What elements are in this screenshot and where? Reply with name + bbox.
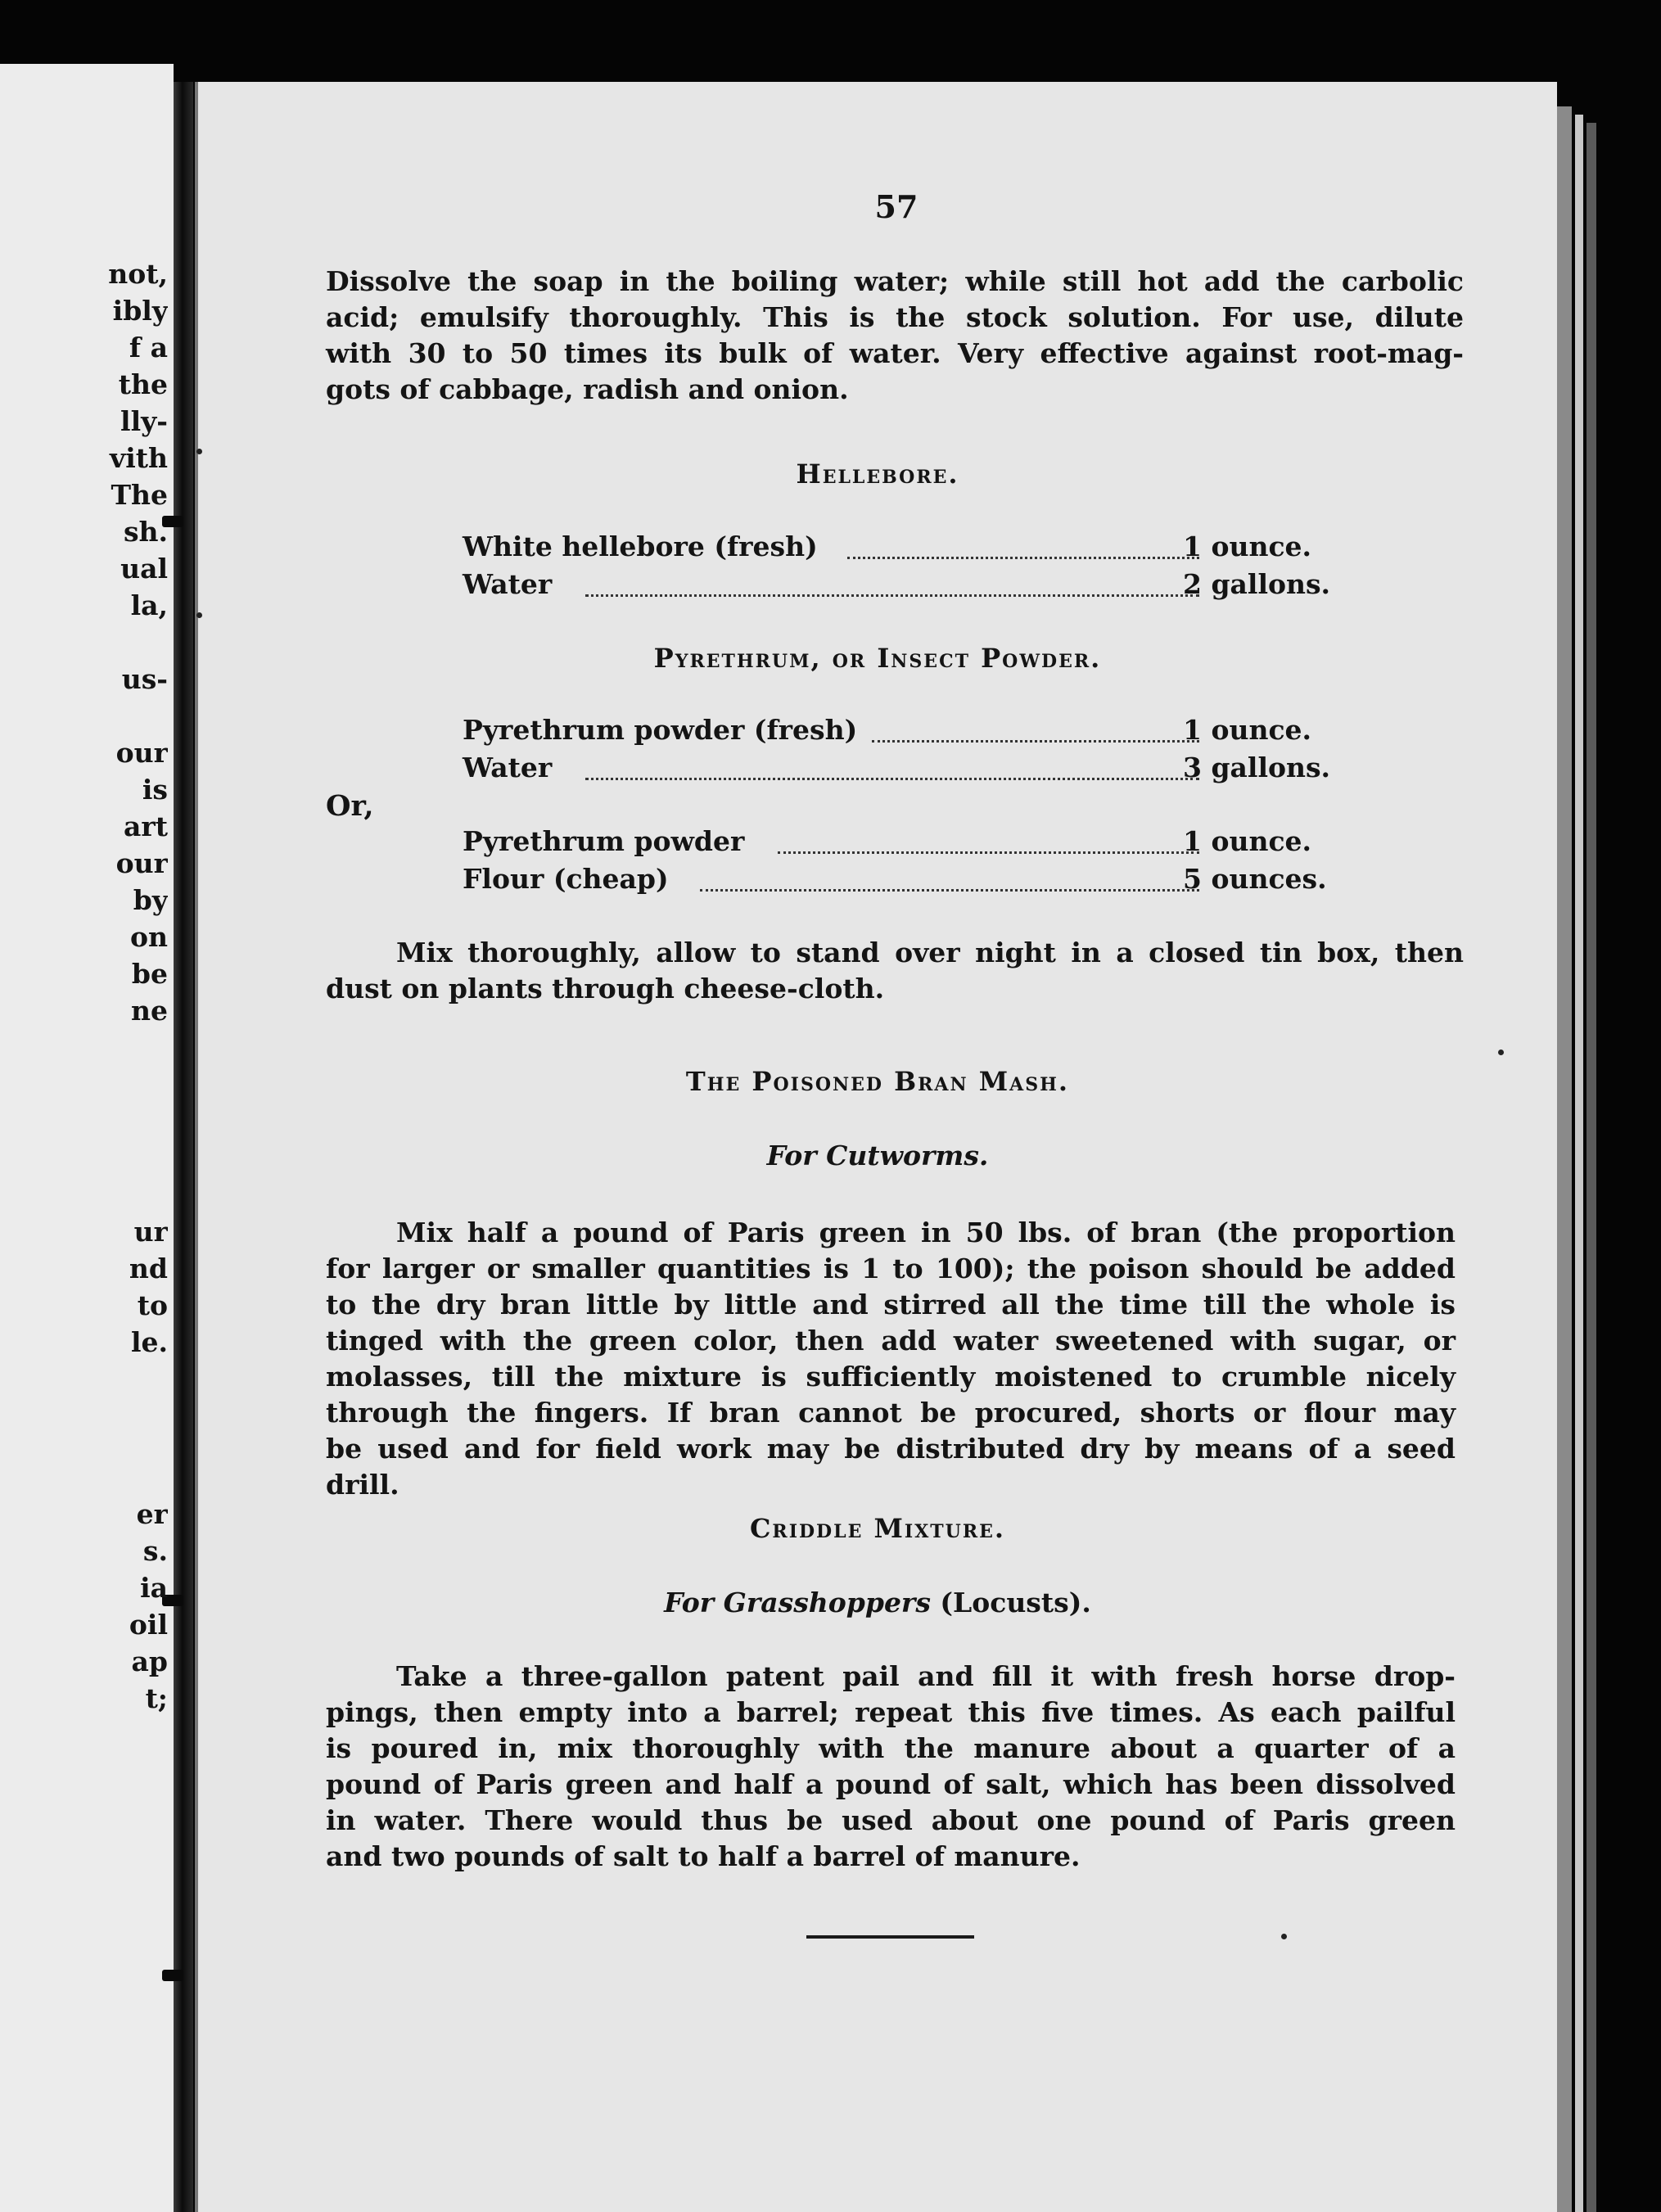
left-page-fragment: la, [130,589,168,621]
section-heading-hellebore: Hellebore. [796,458,959,490]
amount: 2 gallons. [1183,568,1331,600]
subheading-rest: (Locusts). [930,1587,1091,1618]
section-heading-pyrethrum: Pyrethrum, or Insect Powder. [653,643,1102,674]
amount: 3 gallons. [1183,752,1331,783]
section-heading-criddle: Criddle Mixture. [749,1513,1006,1544]
subheading-italic: For Grasshoppers [664,1587,931,1618]
left-page-fragment: art [123,810,168,842]
left-page-fragment: f a [129,332,168,363]
left-page-fragment: ibly [112,295,168,327]
text-line: Dissolve the soap in the boiling water; while still hot add the carbolic [326,265,1464,297]
text-line: in water. There would thus be used about one pound of Paris green [326,1804,1456,1836]
text-line: gots of cabbage, radish and onion. [326,373,849,405]
or-label: Or, [326,789,374,823]
left-page-fragment: our [115,737,168,769]
text-line: through the fingers. If bran cannot be procured, shorts or flour may [326,1397,1456,1429]
binding-clip [162,1970,183,1981]
ingredient: Water [463,568,553,600]
amount: 1 ounce. [1183,530,1312,562]
left-page-fragment: ne [131,995,168,1027]
left-page-fragment: not, [108,258,168,290]
bran-mash-paragraph [326,1215,1456,1503]
ingredient: White hellebore (fresh) [463,530,818,562]
subheading-text: For Cutworms. [766,1140,989,1171]
left-page-fragment: ap [131,1645,168,1677]
speck [1498,1050,1504,1055]
left-page-fragment: vith [110,442,168,474]
ingredient: Flour (cheap) [463,863,669,895]
text-line: Take a three-gallon patent pail and fill it with fresh horse drop- [396,1660,1456,1692]
amount: 5 ounces. [1183,863,1327,895]
amount: 1 ounce. [1183,825,1312,857]
left-page-fragment: the [118,368,168,400]
text-line: be used and for field work may be distributed dry by means of a seed [326,1433,1456,1465]
dot-leader [778,815,1199,854]
book-gutter [174,82,193,2212]
dot-leader [872,704,1199,743]
left-page-fragment: to [137,1289,168,1321]
pyrethrum-instructions [326,935,1464,1007]
text-line: drill. [326,1469,399,1501]
speck [196,612,202,618]
intro-paragraph [326,264,1464,408]
page-stack-edge [1575,115,1583,2212]
left-page-fragment: s. [142,1535,168,1567]
left-page-fragment: oil [129,1609,168,1641]
text-line: is poured in, mix thoroughly with the manure about a quarter of a [326,1732,1456,1764]
recipe-row [463,567,1347,603]
text-line: tinged with the green color, then add water sweetened with sugar, or [326,1325,1456,1357]
speck [1281,1934,1287,1939]
left-page-fragment: The [111,479,168,511]
text-line: molasses, till the mixture is sufficiently moistened to crumble nicely [326,1361,1456,1393]
dot-leader [585,742,1199,780]
left-page-fragment: nd [129,1253,168,1284]
ingredient: Pyrethrum powder [463,825,745,857]
left-page-fragment: ur [133,1216,168,1248]
left-page-fragment: ia [140,1572,168,1604]
left-page-fragment: us- [121,663,168,695]
left-page-fragment: t; [145,1682,168,1714]
text-line: to the dry bran little by little and stirred all the time till the whole is [326,1289,1456,1320]
text-line: with 30 to 50 times its bulk of water. Very effective against root-mag- [326,337,1464,369]
amount: 1 ounce. [1183,714,1312,746]
left-page-fragment: lly- [120,405,168,437]
end-rule [806,1935,974,1939]
text-line: pings, then empty into a barrel; repeat this five times. As each pailful [326,1696,1456,1728]
left-page-fragment: sh. [123,516,168,548]
subheading-cutworms [198,1140,1557,1171]
left-page-fragment: le. [130,1326,168,1358]
left-page-fragment: by [133,884,168,916]
dot-leader [847,521,1199,559]
section-heading-bran-mash: The Poisoned Bran Mash. [685,1066,1070,1097]
text-line: Mix thoroughly, allow to stand over night in a closed tin box, then [396,937,1464,968]
recipe-row [463,861,1347,897]
left-page-fragment: our [115,847,168,879]
ingredient: Water [463,752,553,783]
left-page-fragment: er [136,1498,168,1530]
text-line: dust on plants through cheese-cloth. [326,973,885,1004]
left-page-fragment: on [129,921,168,953]
speck [196,449,202,454]
text-line: acid; emulsify thoroughly. This is the stock solution. For use, dilute [326,301,1464,333]
ingredient: Pyrethrum powder (fresh) [463,714,858,746]
page-number: 57 [874,188,919,225]
dot-leader [700,853,1199,892]
text-line: Mix half a pound of Paris green in 50 lbs. of bran (the proportion [396,1217,1456,1248]
text-line: and two pounds of salt to half a barrel of manure. [326,1840,1081,1872]
left-page-fragment: be [131,958,168,990]
text-line: for larger or smaller quantities is 1 to 100); the poison should be added [326,1253,1456,1284]
criddle-paragraph [326,1659,1456,1875]
subheading-grasshoppers [198,1587,1557,1618]
dot-leader [585,558,1199,597]
page-stack-edge [1557,106,1572,2212]
left-page-fragment: ual [120,553,168,585]
recipe-row [463,750,1347,786]
page-stack-edge [1587,123,1596,2212]
text-line: pound of Paris green and half a pound of salt, which has been dissolved [326,1768,1456,1800]
left-page-fragment: is [142,774,168,806]
